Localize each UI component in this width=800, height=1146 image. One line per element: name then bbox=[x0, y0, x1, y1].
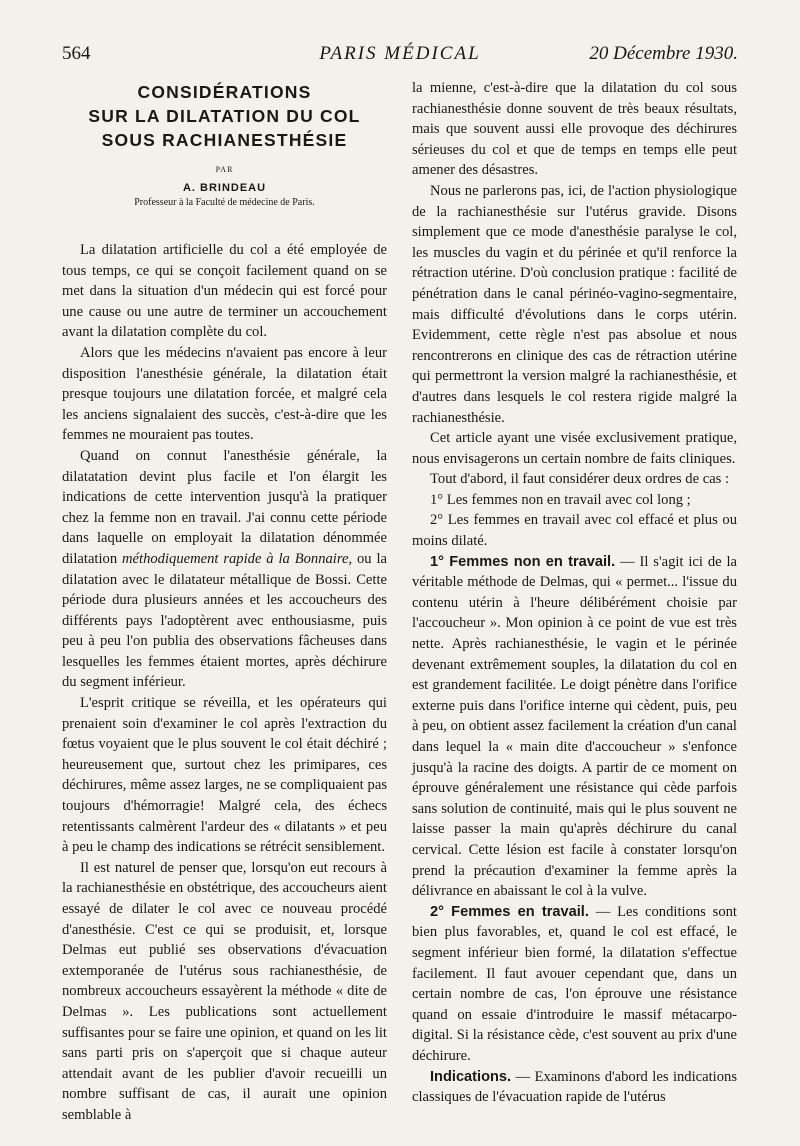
issue-date: 20 Décembre 1930. bbox=[589, 43, 738, 64]
title-line-2: SUR LA DILATATION DU COL bbox=[88, 106, 361, 126]
section-paragraph bbox=[412, 902, 737, 1067]
running-header bbox=[62, 40, 738, 68]
list-item: 2° Les femmes en travail avec col effacé et plus ou moins dilaté. bbox=[412, 512, 737, 550]
journal-title: PARIS MÉDICAL bbox=[319, 43, 481, 64]
article-title bbox=[62, 80, 387, 152]
section-text: — Il s'agit ici de la véritable méthode de Delmas, qui « permet... l'issue du contenu utérin à l'heure délibérément choisie par l'accoucheur ». Mon opinion à ce point de vue est très nette. Après rachianesthésie, le vagin et le périnée devenant extrêmement souples, la dilatation du col en est grandement facilitée. Le doigt pénètre dans l'orifice externe puis dans l'orifice interne qui cèdent, puis, peu à peu, on obtient assez facilement la création d'un canal dans lequel la « main dite d'accoucheur » s'enfonce jusqu'à la racine des doigts. A partir de ce moment on éprouve généralement une résistance qui cède parfois sans solution de continuité, mais qui le plus souvent ne laisse passer la main qu'après déchirure du canal cervical. Cette lésion est facile à constater lorsqu'on prend la précaution d'examiner la femme après la délivrance en abaissant le col à la vulve. bbox=[412, 553, 738, 900]
list-item: 1° Les femmes non en travail avec col long ; bbox=[430, 491, 691, 508]
paragraph: Il est naturel de penser que, lorsqu'on eut recours à la rachianesthésie en obstétrique, des accoucheurs aient essayé de dilater le col avec ce nouveau procédé d'anesthésie. C'est ce qui se produisit, et, lorsque Delmas eut publié ses observations d'évacuation extemporanée de l'utérus sous rachianesthésie, de nombreux accoucheurs essayèrent la méthode « dite de Delmas ». Les publications sont actuellement suffisantes pour se faire une opinion, et quand on les lit sans parti pris on s'aperçoit que si chaque auteur attendait avant de les publier d'avoir recueilli un nombre suffisant de cas, il aurait une opinion semblable à bbox=[62, 859, 387, 1123]
paragraph: Tout d'abord, il faut considérer deux ordres de cas : bbox=[430, 471, 730, 488]
section-text: — Les conditions sont bien plus favorables, et, quand le col est effacé, le segment inférieur bien formé, la dilatation s'effectue facilement. Il faut avouer cependant que, dans un certain nombre de cas, l'on éprouve une résistance quand on essaie d'introduire le massif métacarpo-digital. Si la résistance cède, c'est souvent au prix d'une déchirure. bbox=[412, 903, 737, 1064]
section-heading: 2° Femmes en travail. bbox=[430, 903, 589, 920]
byline-par: PAR bbox=[215, 165, 234, 174]
paragraph bbox=[62, 446, 387, 693]
paragraph-text: Quand on connut l'anesthésie générale, la dilatatation devint plus facile et l'on élargit les indications de cette intervention jusqu'à la pratiquer chez la femme non en travail. J'ai connu cette période dans laquelle on employait la dilatation dénommée dilatation bbox=[62, 447, 387, 567]
section-heading: Indications. bbox=[430, 1068, 512, 1085]
right-column bbox=[412, 78, 737, 1108]
paragraph: La dilatation artificielle du col a été employée de tous temps, ce qui se conçoit facilement quand on se met dans la situation d'un médecin qui est forcé pour une cause ou une autre de terminer un accouchement avant la dilatation complète du col. bbox=[62, 242, 387, 341]
section-text: — Examinons d'abord les indications classiques de l'évacuation rapide de l'utérus bbox=[412, 1068, 737, 1106]
section-paragraph bbox=[412, 1067, 737, 1108]
emphasis-text: méthodiquement rapide à la Bonnaire bbox=[122, 550, 349, 567]
paragraph: Nous ne parlerons pas, ici, de l'action physiologique de la rachianesthésie sur l'utérus gravide. Disons simplement que ce mode d'anesthésie paralyse le col, les muscles du vagin et du périnée et qu'il renforce la rétraction utérine. D'où conclusion pratique : facilité de pénétration dans le canal périnéo-vagino-segmentaire, mais difficulté d'évolutions dans le corps utérin. Evidemment, cette règle n'est pas absolue et nous rencontrerons en clinique des cas de rétraction utérine qui permettront la version malgré la rachianesthésie, et d'autres dans lesquels le col restera rigide malgré la rachianesthésie. bbox=[412, 182, 737, 426]
title-line-1: CONSIDÉRATIONS bbox=[137, 82, 312, 102]
paragraph-text: , ou la dilatation avec le dilatateur métallique de Bossi. Cette période dura plusieurs années et les accoucheurs des différents pays l'adoptèrent avec enthousiasme, puis peu à peu l'on publia des observations fâcheuses dans lesquelles les femmes étaient mortes, après déchirure du segment inférieur. bbox=[62, 550, 387, 691]
left-column bbox=[62, 78, 387, 1126]
page-number: 564 bbox=[62, 43, 91, 64]
paragraph: la mienne, c'est-à-dire que la dilatation du col sous rachianesthésie donne souvent de très beaux résultats, mais que souvent aussi elle provoque des déchirures sérieuses du col et que de temps en temps elle peut amener des désastres. bbox=[412, 80, 737, 179]
author-name: A. BRINDEAU bbox=[182, 182, 267, 194]
section-paragraph bbox=[412, 552, 737, 902]
paragraph: Cet article ayant une visée exclusivement pratique, nous envisagerons un certain nombre de faits cliniques. bbox=[412, 430, 737, 467]
title-line-3: SOUS RACHIANESTHÉSIE bbox=[101, 130, 348, 150]
section-heading: 1° Femmes non en travail. bbox=[430, 553, 616, 570]
paragraph: Alors que les médecins n'avaient pas encore à leur disposition l'anesthésie générale, la dilatation était presque toujours une dilatation forcée, et malgré cela les anciens signalaient des succès, c'est-à-dire que les femmes ne mouraient pas toutes. bbox=[62, 344, 387, 444]
paragraph: L'esprit critique se réveilla, et les opérateurs qui prenaient soin d'examiner le col après l'extraction du fœtus voyaient que le plus souvent le col était déchiré ; heureusement que, surtout chez les primipares, ces déchirures, même assez larges, ne se compliquaient pas toujours d'hémorragie! Malgré cela, des échecs retentissants calmèrent l'ardeur des « dilatants » et peu à peu le champ des indications se rétrécit sensiblement. bbox=[62, 695, 387, 856]
author-affiliation: Professeur à la Faculté de médecine de Paris. bbox=[134, 197, 315, 208]
